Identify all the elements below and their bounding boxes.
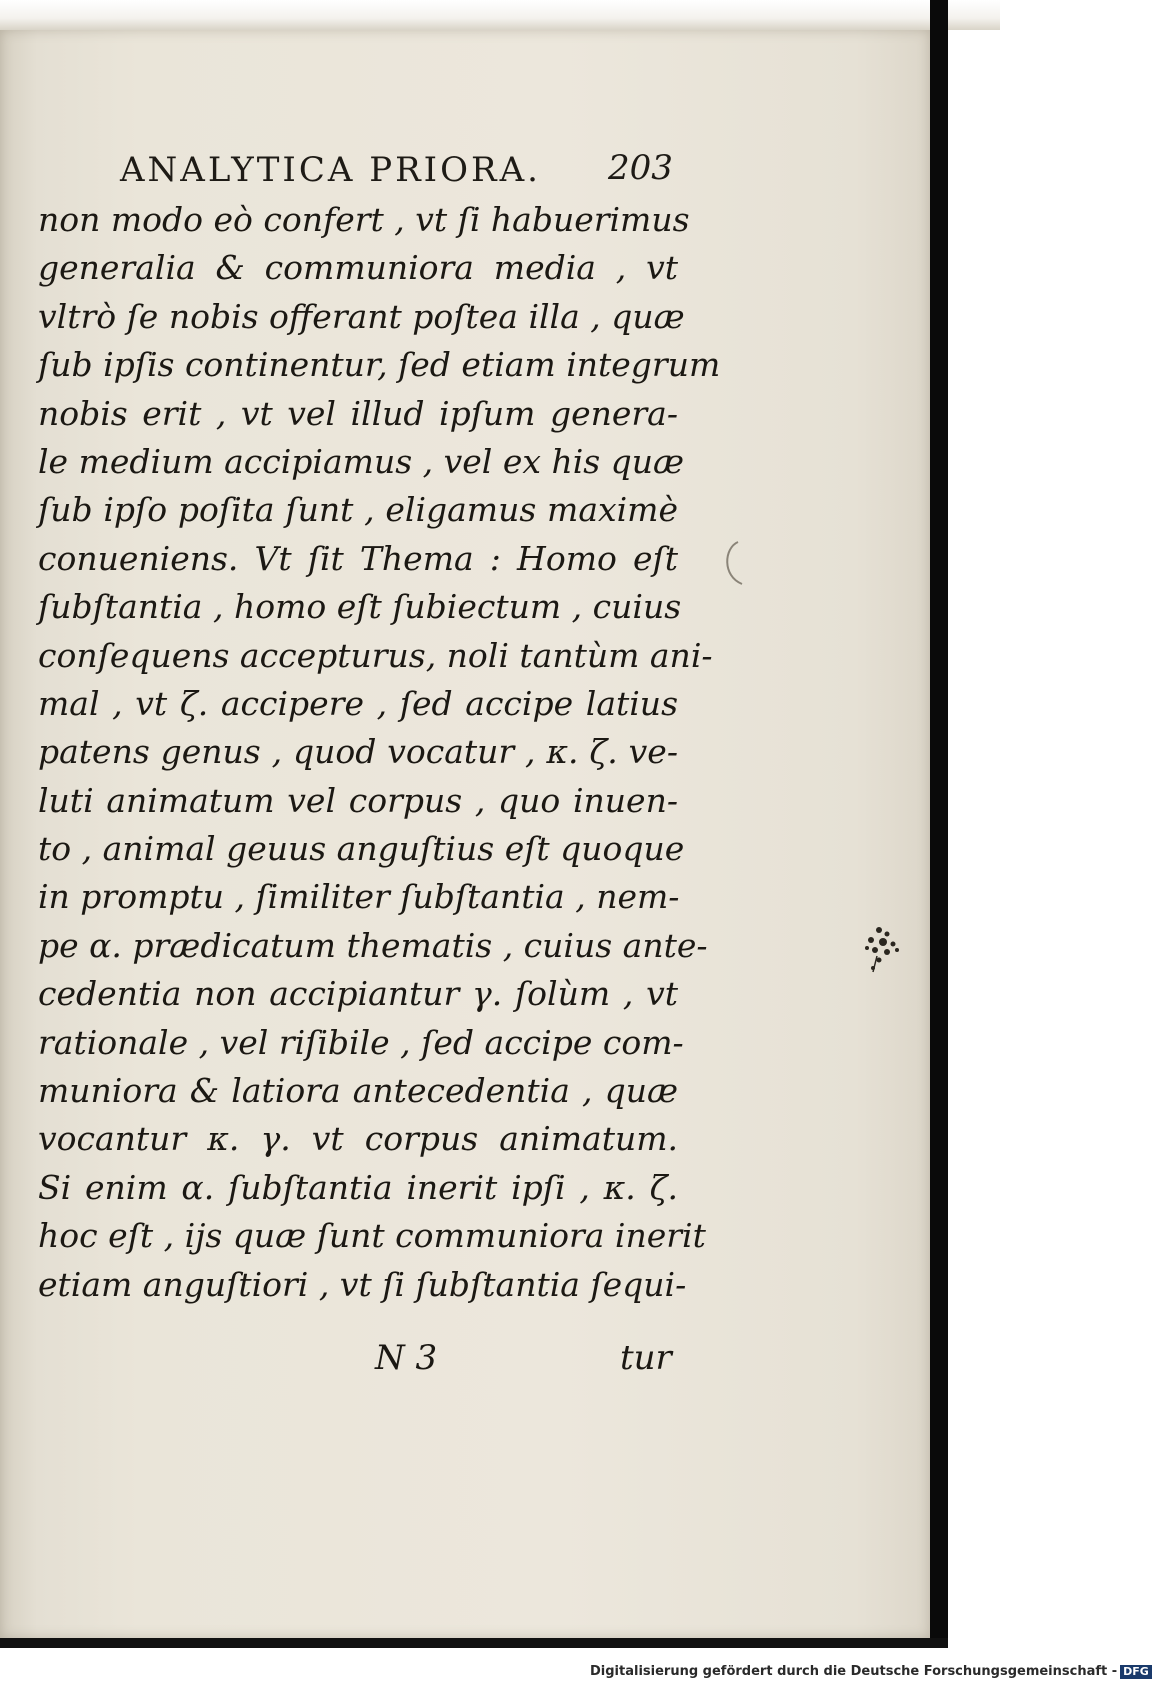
text-line: ſubſtantia , homo eſt ſubiectum , cuius [38, 587, 682, 627]
text-line: Si enim α. ſubſtantia inerit ipſi , κ. ζ. [38, 1167, 678, 1207]
text-line: cedentia non accipiantur γ. ſolùm , vt [38, 974, 678, 1014]
signature-mark: N 3 [375, 1338, 438, 1378]
ornament-icon [857, 920, 907, 976]
text-line: vocantur κ. γ. vt corpus animatum. [38, 1119, 678, 1159]
text-line: generalia & communiora media , vt [38, 248, 678, 288]
text-line: hoc eſt , ijs quæ ſunt communiora inerit [38, 1216, 706, 1256]
page-bottom-edge [0, 1638, 948, 1648]
dfg-logo: DFG [1120, 1665, 1152, 1679]
text-line: conſequens accepturus, noli tantùm ani- [38, 635, 713, 675]
text-line: pe α. prædicatum thematis , cuius ante- [38, 925, 708, 965]
footer-text: Digitalisierung gefördert durch die Deutsche Forschungsgemeinschaft - [590, 1664, 1118, 1679]
text-line: muniora & latiora antecedentia , quæ [38, 1071, 678, 1111]
text-line: non modo eò confert , vt ſi habuerimus [38, 200, 690, 239]
catchword: tur [620, 1338, 672, 1378]
text-line: luti animatum vel corpus , quo inuen- [38, 780, 678, 820]
book-edge [930, 0, 948, 1648]
text-line: nobis erit , vt vel illud ipſum genera- [38, 393, 678, 433]
running-head: ANALYTICA PRIORA. [120, 150, 541, 190]
text-line: vltrò ſe nobis offerant poſtea illa , quæ [38, 296, 685, 336]
text-line: in promptu , ſimiliter ſubſtantia , nem- [38, 877, 680, 917]
body-text [38, 196, 721, 1309]
page-top-shadow [0, 0, 1000, 30]
text-line: ſub ipſo poſita ſunt , eligamus maximè [38, 490, 678, 530]
text-line: conueniens. Vt ſit Thema : Homo eſt [38, 538, 678, 578]
text-line: patens genus , quod vocatur , κ. ζ. ve- [38, 732, 678, 772]
text-line: mal , vt ζ. accipere , ſed accipe latius [38, 683, 678, 723]
margin-mark-icon [716, 538, 746, 588]
page-number: 203 [608, 148, 673, 188]
digitization-footer [590, 1664, 1152, 1679]
text-line: etiam anguſtiori , vt ſi ſubſtantia ſequi- [38, 1264, 687, 1304]
text-line: le medium accipiamus , vel ex his quæ [38, 441, 685, 481]
text-line: ſub ipſis continentur, ſed etiam integrum [38, 345, 721, 385]
text-line: rationale , vel riſibile , ſed accipe com- [38, 1022, 684, 1062]
text-line: to , animal geuus anguſtius eſt quoque [38, 829, 685, 869]
